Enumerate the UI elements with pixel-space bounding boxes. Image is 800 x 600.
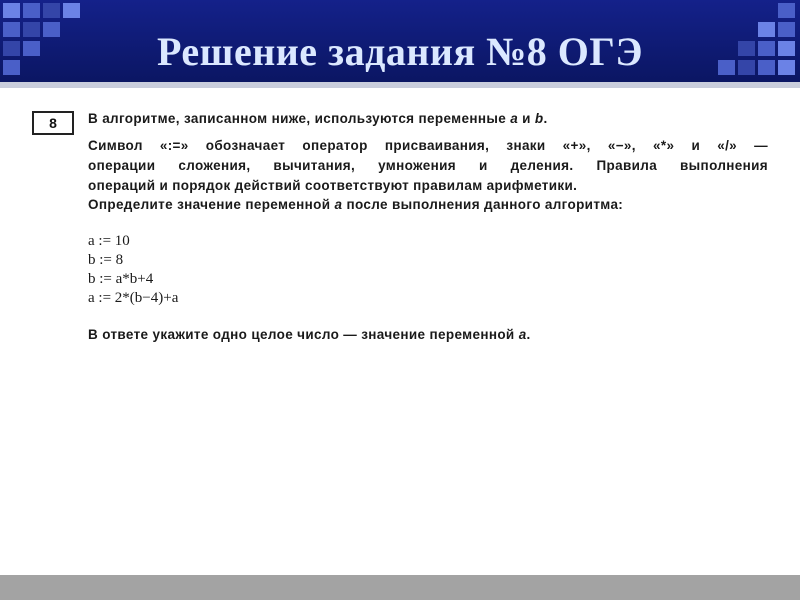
rules-line: операций и порядок действий соответствуют правилам арифметики. bbox=[88, 178, 578, 193]
var-a: a bbox=[510, 111, 519, 126]
intro-line bbox=[88, 111, 768, 126]
answer-line bbox=[88, 327, 768, 342]
and-text: и bbox=[518, 111, 535, 126]
symbol-line: Символ «:=» обозначает оператор присваивания, знаки «+», «−», «*» и «/» — bbox=[88, 138, 768, 153]
slide-title: Решение задания №8 ОГЭ bbox=[157, 29, 643, 74]
code-line: a := 10 bbox=[88, 233, 130, 249]
header-divider bbox=[0, 82, 800, 88]
intro-period: . bbox=[543, 111, 548, 126]
intro-text: В алгоритме, записанном ниже, используются переменные bbox=[88, 111, 511, 126]
code-line: b := 8 bbox=[88, 252, 124, 268]
answer-prefix: В ответе укажите одно целое число — значение переменной bbox=[88, 327, 519, 342]
question-suffix: после выполнения данного алгоритма: bbox=[342, 197, 624, 212]
task-number-box: 8 bbox=[32, 111, 74, 135]
answer-period: . bbox=[526, 327, 531, 342]
code-line: b := a*b+4 bbox=[88, 271, 154, 287]
question-var-a: a bbox=[334, 197, 343, 212]
code-line: a := 2*(b−4)+a bbox=[88, 290, 179, 306]
question-line bbox=[88, 197, 768, 212]
question-prefix: Определите значение переменной bbox=[88, 197, 335, 212]
slide-header bbox=[0, 0, 800, 88]
var-b: b bbox=[534, 111, 544, 126]
footer-bar bbox=[0, 575, 800, 600]
code-block bbox=[88, 232, 178, 308]
answer-var-a: a bbox=[518, 327, 527, 342]
operations-line: операции сложения, вычитания, умножения и деления. Правила выполнения bbox=[88, 158, 768, 173]
